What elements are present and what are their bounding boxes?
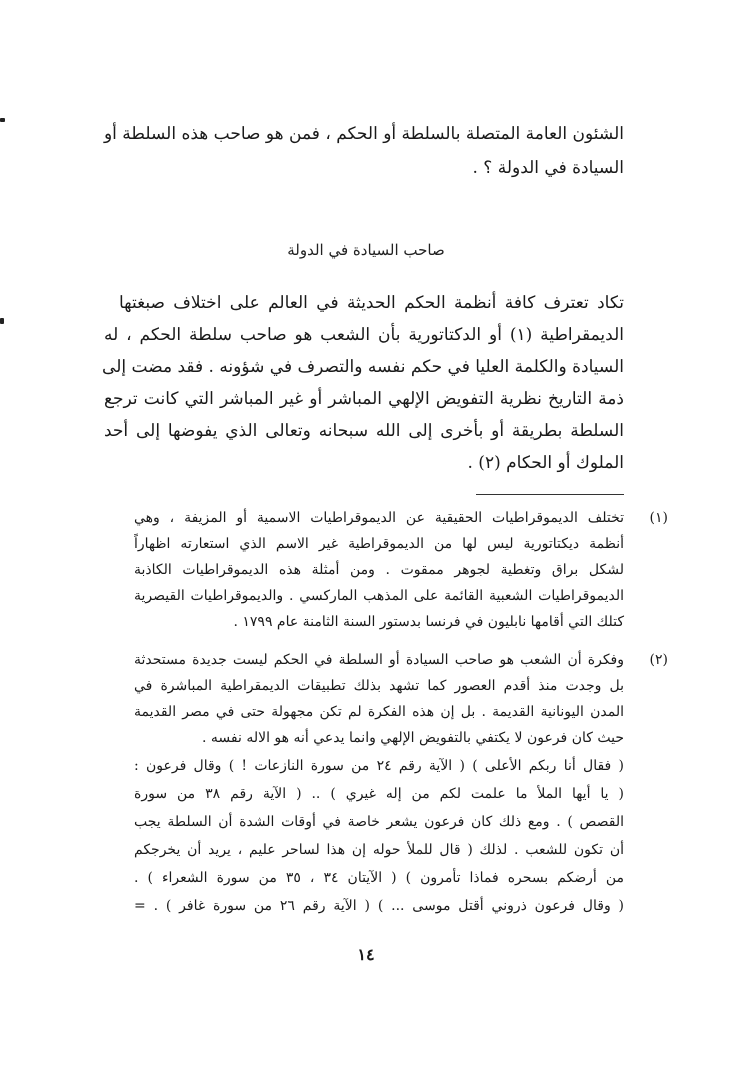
footnote-line: الديموقراطيات الشعبية القائمة على المذهب الماركسي . والديموقراطيات القيصرية (134, 588, 624, 604)
page-number: ١٤ (357, 945, 375, 964)
body-line: السيادة والكلمة العليا في حكم نفسه والتصرف في شؤونه . فقد مضت إلى (102, 357, 624, 377)
footnote-line: وفكرة أن الشعب هو صاحب السيادة أو السلطة في الحكم ليست جديدة مستحدثة (134, 652, 624, 668)
intro-line: الشئون العامة المتصلة بالسلطة أو الحكم ، فمن هو صاحب هذه السلطة أو (103, 124, 624, 144)
footnote-line: ( فقال أنا ربكم الأعلى ) ( الآية رقم ٢٤ من سورة النازعات ! ) وقال فرعون : (134, 758, 624, 774)
footnote-line: أن تكون للشعب . لذلك ( قال للملأ حوله إن هذا لساحر عليم ، يريد أن يخرجكم (134, 842, 624, 858)
body-line: السلطة بطريقة أو بأخرى إلى الله سبحانه وتعالى الذي يفوضها إلى أحد (104, 421, 624, 441)
footnote-line: من أرضكم بسحره فماذا تأمرون ) ( الآيتان ٣٤ ، ٣٥ من سورة الشعراء ) . (134, 870, 624, 886)
section-title: صاحب السيادة في الدولة (287, 241, 445, 259)
intro-line: السيادة في الدولة ؟ . (472, 158, 624, 178)
footnote-line: ( وقال فرعون ذروني أقتل موسى ... ) ( الآية رقم ٢٦ من سورة غافر ) . = (134, 898, 625, 914)
scan-mark (0, 318, 4, 324)
footnote-line: لشكل براق وتغطية لجوهر ممقوت . ومن أمثلة هذه الديموقراطيات الكاذبة (134, 562, 624, 578)
footnote-line: أنظمة ديكتاتورية ليس لها من الديموقراطية غير الاسم الذي استعارته اظهاراً (134, 536, 624, 552)
body-line: الديمقراطية (١) أو الدكتاتورية بأن الشعب هو صاحب سلطة الحكم ، له (104, 325, 624, 345)
footnote-number: (١) (649, 510, 668, 526)
body-line: تكاد تعترف كافة أنظمة الحكم الحديثة في العالم على اختلاف صبغتها (119, 293, 624, 313)
footnote-separator (476, 494, 624, 495)
body-line: الملوك أو الحكام (٢) . (467, 453, 624, 473)
footnote-line: تختلف الديموقراطيات الحقيقية عن الديموقراطيات الاسمية أو المزيفة ، وهي (134, 510, 624, 526)
footnote-line: كتلك التي أقامها نابليون في فرنسا بدستور السنة الثامنة عام ١٧٩٩ . (233, 614, 624, 630)
footnote-line: ( يا أيها الملأ ما علمت لكم من إله غيري ) .. ( الآية رقم ٣٨ من سورة (134, 786, 624, 802)
footnote-line: حيث كان فرعون لا يكتفي بالتفويض الإلهي وانما يدعي أنه هو الاله نفسه . (202, 730, 624, 746)
body-line: ذمة التاريخ نظرية التفويض الإلهي المباشر أو غير المباشر التي كانت ترجع (104, 389, 624, 409)
footnote-line: بل وجدت منذ أقدم العصور كما تشهد بذلك تطبيقات الديمقراطية المباشرة في (134, 678, 624, 694)
footnote-line: القصص ) . ومع ذلك كان فرعون يشعر خاصة في أوقات الشدة أن السلطة يجب (134, 814, 624, 830)
scan-mark (0, 118, 5, 122)
footnote-line: المدن اليونانية القديمة . بل إن هذه الفكرة لم تكن مجهولة حتى في مصر القديمة (134, 704, 624, 720)
footnote-number: (٢) (649, 652, 668, 668)
